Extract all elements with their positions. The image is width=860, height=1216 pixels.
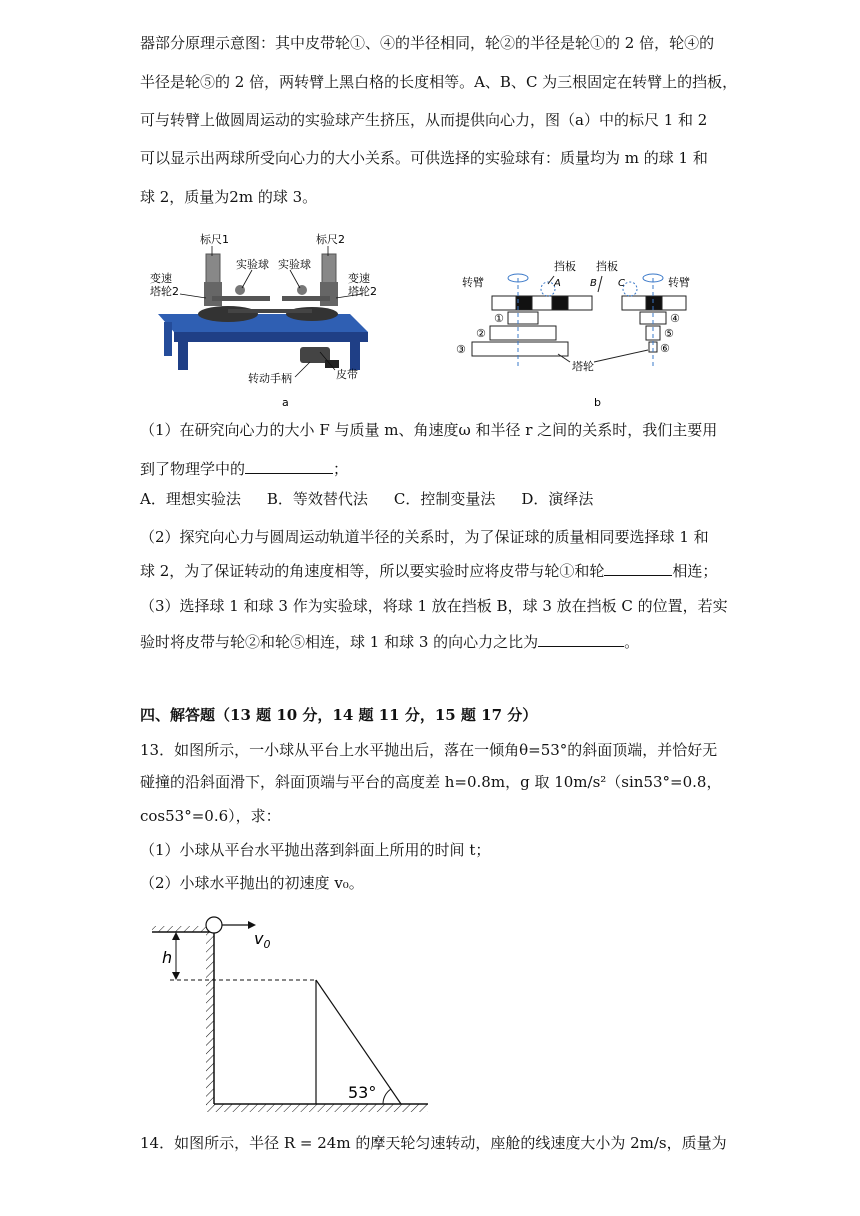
wheel-right-label-2: 塔轮2	[348, 285, 377, 298]
arm-right-label: 转臂	[668, 276, 690, 289]
q12-part3-line2	[140, 631, 720, 652]
plate-label-2: 挡板	[596, 260, 618, 273]
wheel-3-label: ③	[456, 343, 466, 356]
q13-line-3: cos53°=0.6），求：	[140, 807, 281, 825]
tower-label: 塔轮	[572, 360, 594, 373]
figure-a-caption: a	[282, 396, 289, 409]
q12-part3-line1: （3）选择球 1 和球 3 作为实验球，将球 1 放在挡板 B，球 3 放在挡板 C 的位置，若实	[140, 597, 728, 615]
q13-line-2: 碰撞的沿斜面滑下，斜面顶端与平台的高度差 h=0.8m，g 取 10m/s²（sin53°=0.8，	[140, 773, 722, 791]
wheel-6-label: ⑥	[660, 342, 670, 355]
ruler2-label: 标尺2	[316, 233, 345, 246]
option-b[interactable]: B．等效替代法	[266, 490, 368, 508]
q12-options	[140, 489, 720, 509]
q13-sub-2: （2）小球水平抛出的初速度 v₀。	[140, 874, 364, 892]
q12-part1-line2	[140, 458, 720, 479]
wheel-1-label: ①	[494, 312, 504, 325]
q12-part2-line1: （2）探究向心力与圆周运动轨道半径的关系时，为了保证球的质量相同要选择球 1 和	[140, 528, 709, 546]
wheel-4-label: ④	[670, 312, 680, 325]
intro-line-1: 器部分原理示意图：其中皮带轮①、④的半径相同，轮②的半径是轮①的 2 倍，轮④的	[140, 34, 715, 52]
q12-answer-blank-3[interactable]	[538, 631, 624, 647]
q13-figure	[148, 908, 438, 1114]
wheel-left-label-1: 变速	[150, 272, 172, 285]
q12-answer-blank-1[interactable]	[245, 458, 333, 474]
q12-answer-blank-2[interactable]	[604, 560, 672, 576]
q13-line-1: 13．如图所示，一小球从平台上水平抛出后，落在一倾角θ=53°的斜面顶端，并恰好无	[140, 741, 718, 759]
plate-b-label: B	[590, 278, 597, 289]
q14-line-1: 14．如图所示，半径 R = 24m 的摩天轮匀速转动，座舱的线速度大小为 2m/s，质量为	[140, 1134, 727, 1152]
figure-b-schematic	[450, 254, 700, 412]
wheel-2-label: ②	[476, 327, 486, 340]
figure-a-apparatus	[150, 232, 380, 412]
q12-part2-suffix: 相连；	[672, 562, 718, 580]
q12-part3-suffix: 。	[624, 633, 640, 651]
q12-part2-prefix: 球 2，为了保证转动的角速度相等，所以要实验时应将皮带与轮①和轮	[140, 562, 605, 580]
h-label: h	[162, 948, 173, 967]
q13-sub-1: （1）小球从平台水平抛出落到斜面上所用的时间 t；	[140, 841, 491, 859]
handle-label: 转动手柄	[248, 372, 292, 385]
ruler1-label: 标尺1	[200, 233, 229, 246]
belt-label: 皮带	[336, 368, 358, 381]
wheel-5-label: ⑤	[664, 327, 674, 340]
wheel-right-label-1: 变速	[348, 272, 370, 285]
plate-c-label: C	[618, 278, 625, 289]
option-c[interactable]: C．控制变量法	[393, 490, 496, 508]
arm-left-label: 转臂	[462, 276, 484, 289]
figure-b-caption: b	[594, 396, 601, 409]
option-d[interactable]: D．演绎法	[521, 490, 594, 508]
plate-label-1: 挡板	[554, 260, 576, 273]
angle-label: 53°	[348, 1083, 377, 1102]
v0-label: $v_0$	[254, 929, 271, 951]
q12-part1-suffix: ；	[333, 460, 349, 478]
plate-a-label: A	[554, 278, 561, 289]
ball-left-label: 实验球	[236, 258, 269, 271]
intro-line-4: 可以显示出两球所受向心力的大小关系。可供选择的实验球有：质量均为 m 的球 1 和	[140, 149, 708, 167]
intro-line-5: 球 2，质量为2m 的球 3。	[140, 188, 318, 206]
q12-part1-line1: （1）在研究向心力的大小 F 与质量 m、角速度ω 和半径 r 之间的关系时，我们主要用	[140, 421, 718, 439]
option-a[interactable]: A．理想实验法	[140, 490, 241, 508]
q12-part1-prefix: 到了物理学中的	[140, 460, 246, 478]
ball-right-label: 实验球	[278, 258, 311, 271]
q12-part3-prefix: 验时将皮带与轮②和轮⑤相连，球 1 和球 3 的向心力之比为	[140, 633, 539, 651]
section-4-title: 四、解答题（13 题 10 分，14 题 11 分，15 题 17 分）	[140, 706, 538, 724]
intro-line-3: 可与转臂上做圆周运动的实验球产生挤压，从而提供向心力，图（a）中的标尺 1 和 2	[140, 111, 708, 129]
intro-line-2: 半径是轮⑤的 2 倍，两转臂上黑白格的长度相等。A、B、C 为三根固定在转臂上的挡板，	[140, 73, 738, 91]
q12-part2-line2	[140, 560, 720, 581]
wheel-left-label-2: 塔轮2	[150, 285, 179, 298]
